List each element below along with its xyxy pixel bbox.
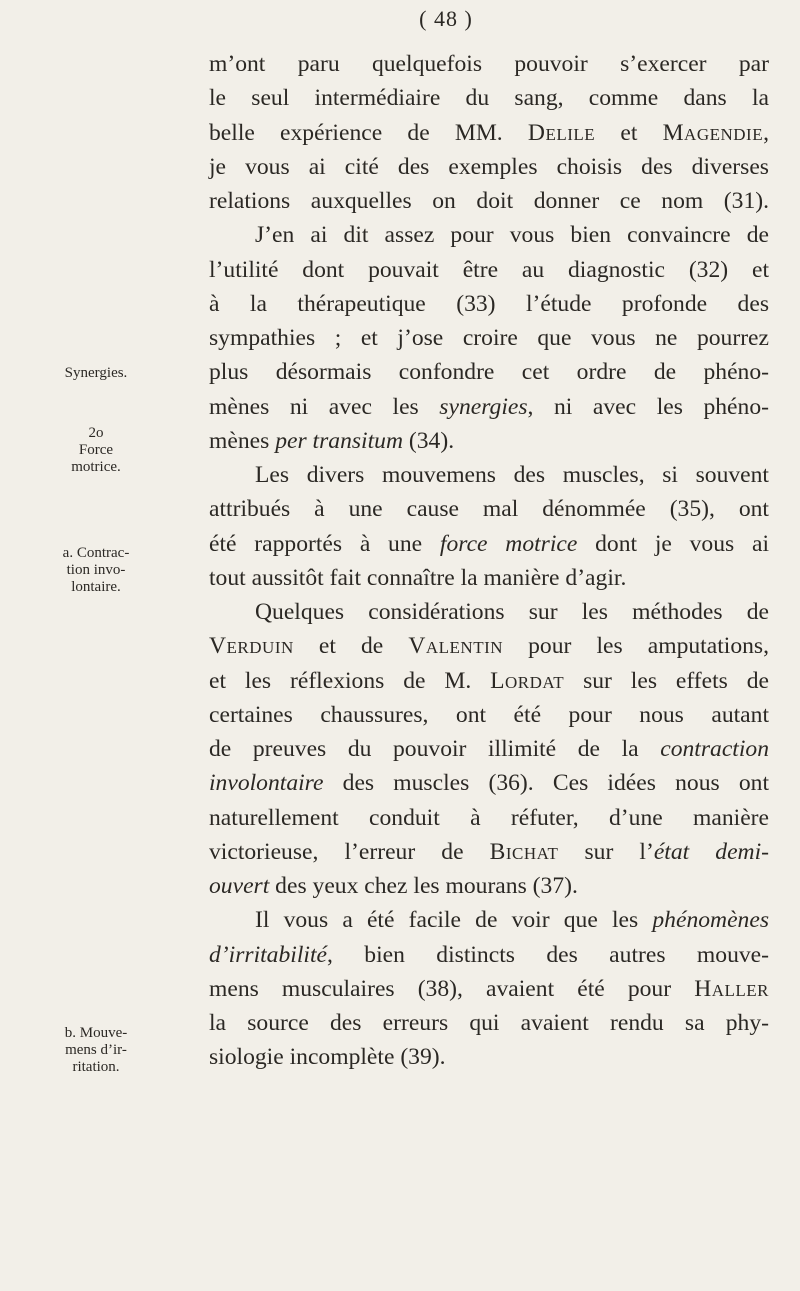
text-line xyxy=(209,664,769,698)
text-line: naturellement conduit à réfuter, d’une manière xyxy=(209,804,769,831)
author-name: Haller xyxy=(694,975,769,1002)
text-run: et xyxy=(595,119,663,146)
text-run: belle expérience de MM. xyxy=(209,119,528,146)
text-run: mènes ni avec les xyxy=(209,393,440,420)
text-run: et les réflexions de M. xyxy=(209,667,491,694)
text-run: des yeux chez les mourans (37). xyxy=(269,873,578,899)
text-run: victorieuse, l’erreur de xyxy=(209,838,490,865)
text-run: sur les effets de xyxy=(564,667,769,694)
author-name: Lordat xyxy=(490,667,565,694)
margin-note-contraction-text: a. Contrac-tion invo-lontaire. xyxy=(62,545,130,595)
italic-term: phénomènes xyxy=(652,907,769,934)
text-line xyxy=(209,424,769,458)
text-line: le seul intermédiaire du sang, comme dans la xyxy=(209,85,769,112)
author-name: Bichat xyxy=(489,838,559,865)
text-run: Il vous a été facile de voir que les xyxy=(255,907,653,934)
text-line xyxy=(209,938,769,972)
body-text xyxy=(209,47,769,1075)
text-line: la source des erreurs qui avaient rendu sa phy- xyxy=(209,1010,769,1036)
text-run: dont je vous ai xyxy=(577,530,770,557)
margin-note-force-number: 2o xyxy=(88,425,104,441)
text-line: à la thérapeutique (33) l’étude profonde des xyxy=(209,290,769,317)
author-name: Magendie xyxy=(662,119,764,146)
italic-term: per transitum xyxy=(275,427,403,454)
text-run: , xyxy=(763,119,770,146)
text-line: sympathies ; et j’ose croire que vous ne pourrez xyxy=(209,325,769,351)
margin-note-mouvemens xyxy=(56,1025,136,1076)
text-line xyxy=(209,903,769,937)
text-line xyxy=(209,972,769,1006)
text-line: tout aussitôt fait connaître la manière d’agir. xyxy=(209,564,627,591)
text-line: relations auxquelles on doit donner ce nom (31). xyxy=(209,188,769,214)
text-run: mènes xyxy=(209,427,276,454)
text-line: J’en ai dit assez pour vous bien convaincre de xyxy=(255,222,769,249)
margin-note-force-label: Force motrice. xyxy=(71,442,121,475)
text-run: , ni avec les phéno- xyxy=(527,393,769,420)
italic-term: involontaire xyxy=(209,770,324,797)
italic-term: synergies xyxy=(439,393,528,420)
italic-term: force motrice xyxy=(439,530,578,557)
text-line: siologie incomplète (39). xyxy=(209,1044,446,1071)
text-run: pour les amputations, xyxy=(503,633,769,660)
italic-term: ouvert xyxy=(209,873,270,899)
text-run: , bien distincts des autres mouve- xyxy=(326,941,769,968)
author-name: Delile xyxy=(527,119,596,146)
text-line: Quelques considérations sur les méthodes de xyxy=(255,599,769,625)
text-run: sur l’ xyxy=(558,838,654,865)
page-number: ( 48 ) xyxy=(419,6,473,31)
text-line xyxy=(209,869,769,903)
italic-term: état demi- xyxy=(653,838,769,865)
margin-note-synergies xyxy=(56,365,136,382)
text-line xyxy=(209,390,769,424)
author-name: Valentin xyxy=(408,633,504,660)
text-line: certaines chaussures, ont été pour nous autant xyxy=(209,701,769,728)
text-line xyxy=(209,116,769,150)
margin-note-synergies-text: Synergies. xyxy=(64,365,128,381)
text-line xyxy=(209,732,769,766)
text-line xyxy=(209,527,769,561)
margin-note-contraction xyxy=(56,545,136,596)
text-run: de preuves du pouvoir illimité de la xyxy=(209,736,661,762)
text-line: l’utilité dont pouvait être au diagnostic (32) et xyxy=(209,256,769,283)
text-line xyxy=(209,766,769,800)
text-line xyxy=(209,835,769,869)
text-run: et de xyxy=(293,633,409,660)
author-name: Verduin xyxy=(209,633,294,660)
text-line: attribués à une cause mal dénommée (35), ont xyxy=(209,496,769,523)
text-run: des muscles (36). Ces idées nous ont xyxy=(323,770,769,797)
margin-note-mouvemens-text: b. Mouve-mens d’ir-ritation. xyxy=(64,1025,128,1075)
margin-note-force-motrice xyxy=(56,425,136,476)
text-run: mens musculaires (38), avaient été pour xyxy=(209,975,695,1002)
text-line: je vous ai cité des exemples choisis des diverses xyxy=(209,153,769,180)
text-line: Les divers mouvemens des muscles, si souvent xyxy=(255,462,769,488)
text-line: plus désormais confondre cet ordre de phéno- xyxy=(209,359,769,386)
text-run: (34). xyxy=(403,427,455,454)
italic-term: d’irritabilité xyxy=(209,941,327,968)
italic-term: contraction xyxy=(660,736,769,762)
text-line: m’ont paru quelquefois pouvoir s’exercer par xyxy=(209,51,769,77)
text-line xyxy=(209,629,769,663)
text-run: été rapportés à une xyxy=(209,530,440,557)
